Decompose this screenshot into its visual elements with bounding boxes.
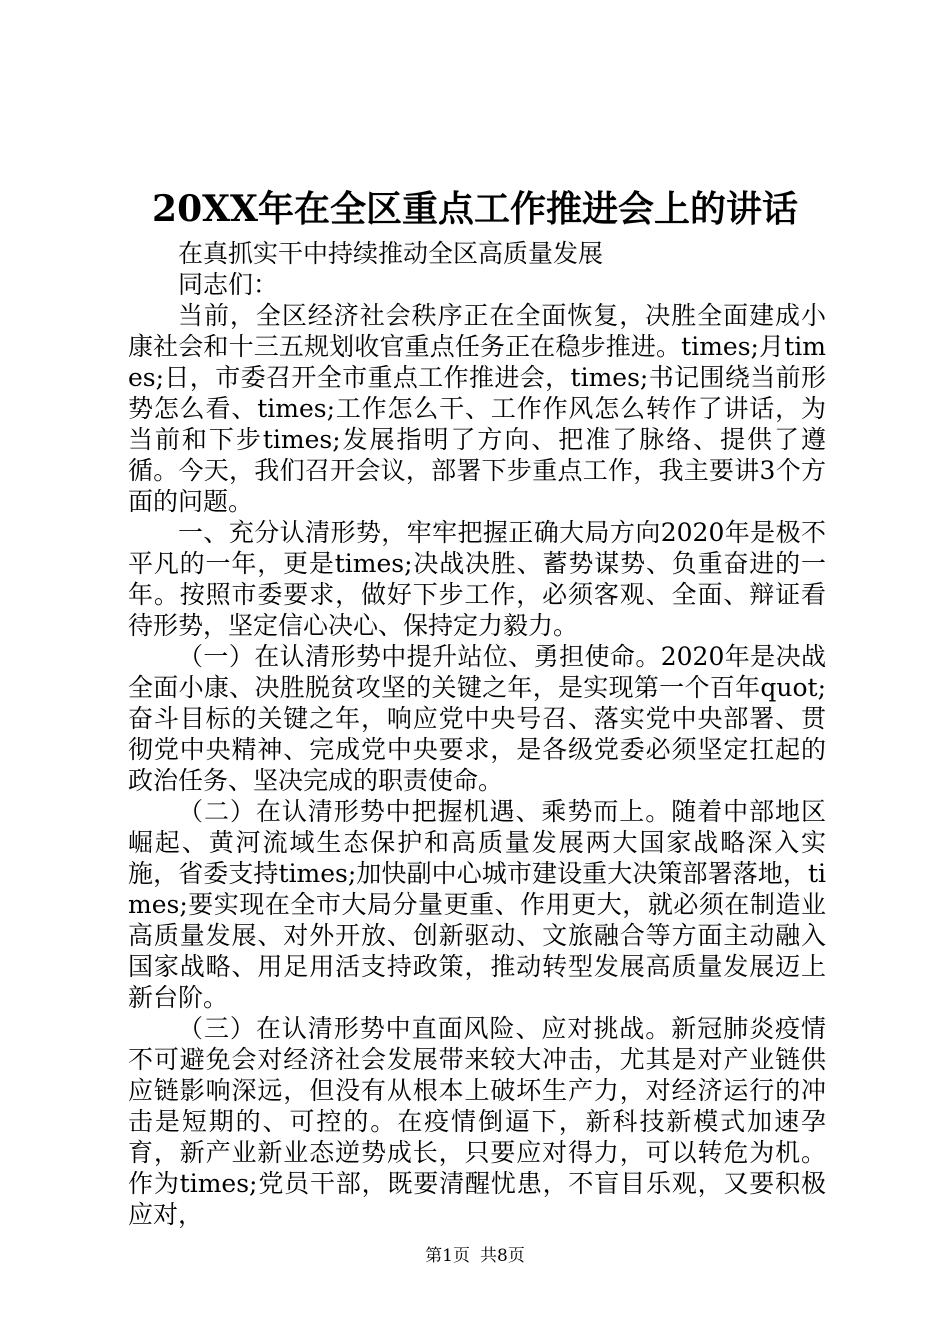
page-footer [0,1244,950,1268]
document-title: 20XX年在全区重点工作推进会上的讲话 [152,188,798,230]
paragraph: （二）在认清形势中把握机遇、乘势而上。随着中部地区崛起、黄河流域生态保护和高质量发展两大国家战略深入实施，省委支持times;加快副中心城市建设重大决策部署落地，times;要实现在全市大局分量更重、作用更大，就必须在制造业高质量发展、对外开放、创新驱动、文旅融合等方面主动融入国家战略、用足用活支持政策，推动转型发展高质量发展迈上新台阶。 [128,797,826,1012]
paragraph: 一、充分认清形势，牢牢把握正确大局方向2020年是极不平凡的一年，更是times;决战决胜、蓄势谋势、负重奋进的一年。按照市委要求，做好下步工作，必须客观、全面、辩证看待形势，坚定信心决心、保持定力毅力。 [128,518,826,640]
document-subtitle: 在真抓实干中持续推动全区高质量发展 [178,239,604,268]
paragraph: 当前，全区经济社会秩序正在全面恢复，决胜全面建成小康社会和十三五规划收官重点任务正在稳步推进。times;月times;日，市委召开全市重点工作推进会，times;书记围绕当前形势怎么看、times;工作怎么干、工作作风怎么转作了讲话，为当前和下步times;发展指明了方向、把准了脉络、提供了遵循。今天，我们召开会议，部署下步重点工作，我主要讲3个方面的问题。 [128,301,826,516]
page-total: 共8页 [480,1246,525,1266]
paragraph: （一）在认清形势中提升站位、勇担使命。2020年是决战全面小康、决胜脱贫攻坚的关键之年，是实现第一个百年quot;奋斗目标的关键之年，响应党中央号召、落实党中央部署、贯彻党中央精神、完成党中央要求，是各级党委必须坚定扛起的政治任务、坚决完成的职责使命。 [128,642,826,795]
salutation: 同志们： [178,270,279,299]
page-number: 第1页 [425,1246,470,1266]
document-body [128,238,826,1230]
paragraph: （三）在认清形势中直面风险、应对挑战。新冠肺炎疫情不可避免会对经济社会发展带来较大冲击，尤其是对产业链供应链影响深远，但没有从根本上破坏生产力，对经济运行的冲击是短期的、可控的。在疫情倒逼下，新科技新模式加速孕育，新产业新业态逆势成长，只要应对得力，可以转危为机。作为times;党员干部，既要清醒忧患，不盲目乐观，又要积极应对， [128,1014,826,1229]
